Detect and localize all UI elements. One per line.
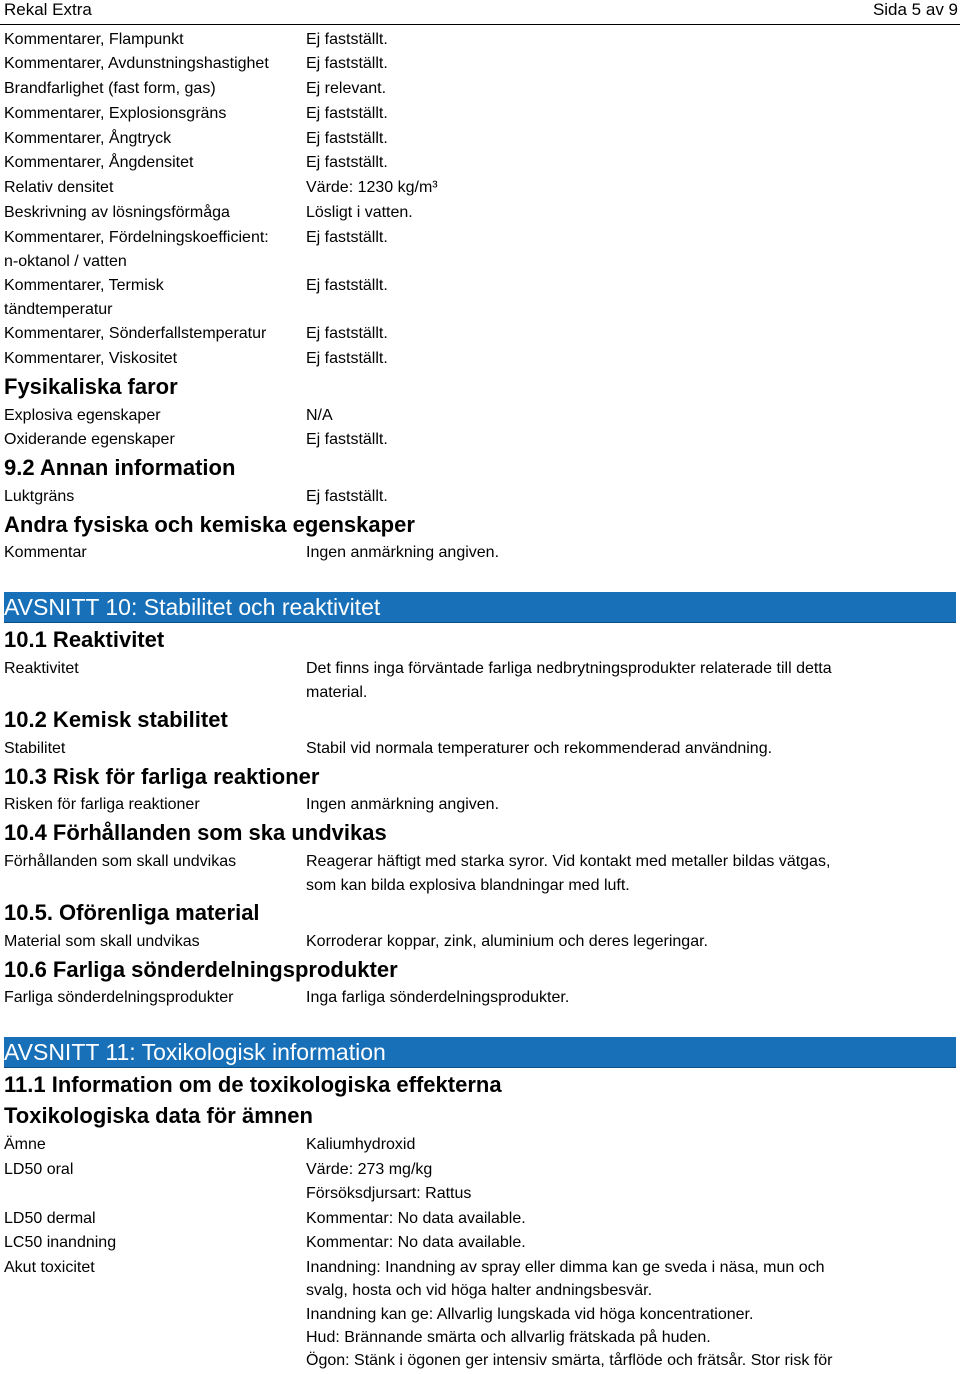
property-value: Kommentar: No data available. [306, 1234, 526, 1251]
property-label: Kommentarer, Explosionsgräns [4, 105, 227, 122]
property-label: Reaktivitet [4, 660, 79, 677]
property-label: Material som skall undvikas [4, 933, 200, 950]
property-value: Reagerar häftigt med starka syror. Vid kontakt med metaller bildas vätgas, [306, 853, 831, 870]
property-value: Ingen anmärkning angiven. [306, 796, 500, 813]
property-label: Kommentarer, Fördelningskoefficient: [4, 229, 269, 246]
property-value-continued: Försöksdjursart: Rattus [306, 1185, 472, 1202]
property-value: Ej fastställt. [306, 154, 388, 171]
property-label: Ämne [4, 1136, 46, 1153]
property-value: Värde: 273 mg/kg [306, 1161, 433, 1178]
property-label-continued: n-oktanol / vatten [4, 253, 127, 270]
property-value: Ej fastställt. [306, 431, 388, 448]
property-label: Farliga sönderdelningsprodukter [4, 989, 234, 1006]
property-value: Ej fastställt. [306, 105, 388, 122]
property-value-continued: Hud: Brännande smärta och allvarlig frätskada på huden. [306, 1329, 711, 1346]
subsection-heading: 10.3 Risk för farliga reaktioner [4, 764, 320, 789]
property-label: Förhållanden som skall undvikas [4, 853, 237, 870]
property-value: Ingen anmärkning angiven. [306, 544, 500, 561]
property-label: LD50 dermal [4, 1210, 96, 1227]
property-value: Korroderar koppar, zink, aluminium och deres legeringar. [306, 933, 708, 950]
property-label: Kommentarer, Termisk [4, 277, 164, 294]
subsection-heading: 10.6 Farliga sönderdelningsprodukter [4, 957, 398, 982]
subsection-heading: 9.2 Annan information [4, 455, 236, 480]
subsection-heading: 11.1 Information om de toxikologiska effekterna [4, 1072, 502, 1097]
property-label: Kommentarer, Sönderfallstemperatur [4, 325, 267, 342]
property-label: Explosiva egenskaper [4, 407, 161, 424]
section-banner [4, 1037, 956, 1068]
property-value: Ej fastställt. [306, 130, 388, 147]
property-value: Ej fastställt. [306, 325, 388, 342]
property-value: Det finns inga förväntade farliga nedbrytningsprodukter relaterade till detta [306, 660, 832, 677]
page-header [0, 0, 960, 25]
property-label: Kommentar [4, 544, 87, 561]
subsection-heading: 10.5. Oförenliga material [4, 900, 260, 925]
property-value: Lösligt i vatten. [306, 204, 413, 221]
property-label: Beskrivning av lösningsförmåga [4, 204, 230, 221]
property-label: Oxiderande egenskaper [4, 431, 175, 448]
property-label: Risken för farliga reaktioner [4, 796, 200, 813]
property-value: Ej fastställt. [306, 31, 388, 48]
property-value-continued: svalg, hosta och vid höga halter andningsbesvär. [306, 1282, 653, 1299]
property-value: Inga farliga sönderdelningsprodukter. [306, 989, 570, 1006]
subsection-heading: 10.1 Reaktivitet [4, 627, 165, 652]
property-label: Kommentarer, Flampunkt [4, 31, 184, 48]
property-label: Luktgräns [4, 488, 75, 505]
property-value-continued: Inandning kan ge: Allvarlig lungskada vid höga koncentrationer. [306, 1306, 754, 1323]
property-value: Ej fastställt. [306, 55, 388, 72]
property-value: N/A [306, 407, 333, 424]
subsection-heading: Andra fysiska och kemiska egenskaper [4, 512, 415, 537]
property-value: Kaliumhydroxid [306, 1136, 416, 1153]
section-title: AVSNITT 11: Toxikologisk information [4, 1039, 386, 1065]
property-label: LC50 inandning [4, 1234, 117, 1251]
document-title: Rekal Extra [4, 0, 92, 19]
property-value: Ej fastställt. [306, 488, 388, 505]
property-value: Ej fastställt. [306, 350, 388, 367]
property-value: Värde: 1230 kg/m³ [306, 179, 438, 196]
property-value: Ej relevant. [306, 80, 387, 97]
property-label-continued: tändtemperatur [4, 301, 113, 318]
property-value: Kommentar: No data available. [306, 1210, 526, 1227]
section-banner [4, 592, 956, 623]
property-label: Kommentarer, Viskositet [4, 350, 178, 367]
property-value-continued: material. [306, 684, 368, 701]
page-number: Sida 5 av 9 [872, 0, 958, 19]
section-title: AVSNITT 10: Stabilitet och reaktivitet [4, 594, 381, 620]
property-label: LD50 oral [4, 1161, 74, 1178]
property-value-continued: Ögon: Stänk i ögonen ger intensiv smärta, tårflöde och frätsår. Stor risk för [306, 1352, 833, 1369]
property-label: Brandfarlighet (fast form, gas) [4, 80, 216, 97]
subsection-heading: Toxikologiska data för ämnen [4, 1103, 313, 1128]
property-label: Relativ densitet [4, 179, 114, 196]
property-label: Kommentarer, Avdunstningshastighet [4, 55, 269, 72]
property-value: Inandning: Inandning av spray eller dimma kan ge sveda i näsa, mun och [306, 1259, 825, 1276]
property-value: Stabil vid normala temperaturer och rekommenderad användning. [306, 740, 773, 757]
subsection-heading: 10.4 Förhållanden som ska undvikas [4, 820, 387, 845]
property-label: Kommentarer, Ångtryck [4, 130, 172, 147]
subsection-heading: Fysikaliska faror [4, 374, 178, 399]
property-label: Stabilitet [4, 740, 66, 757]
property-label: Kommentarer, Ångdensitet [4, 154, 194, 171]
property-label: Akut toxicitet [4, 1259, 95, 1276]
property-value: Ej fastställt. [306, 229, 388, 246]
subsection-heading: 10.2 Kemisk stabilitet [4, 707, 228, 732]
property-value-continued: som kan bilda explosiva blandningar med luft. [306, 877, 630, 894]
property-value: Ej fastställt. [306, 277, 388, 294]
